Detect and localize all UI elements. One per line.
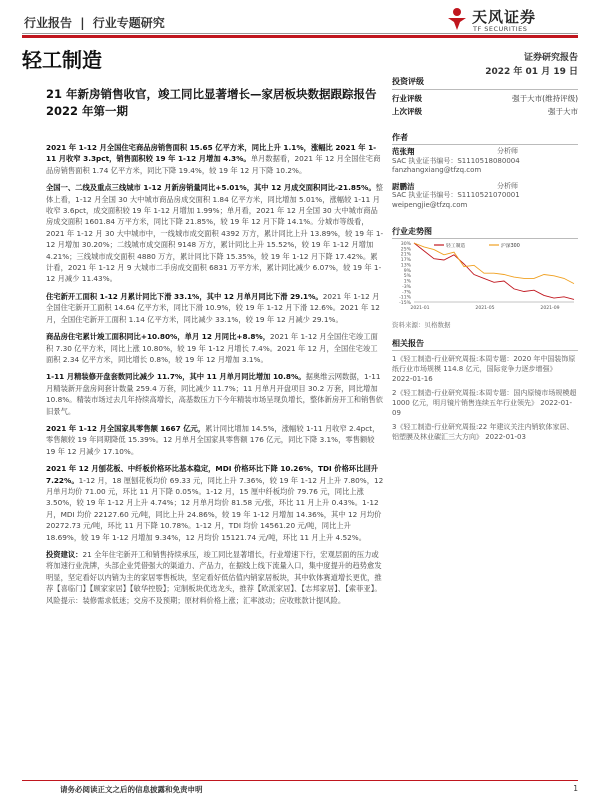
x-tick-label: 2021-01 <box>410 306 430 311</box>
paragraph-lead: 1-11 月精装修开盘套数同比减少 11.7%，其中 11 月单月同比增加 10.8%。 <box>46 372 306 382</box>
paragraph-text: 1-12 月，18 厘刨花板均价 69.33 元，同比上升 7.36%，较 19 年 1-12 月上升 7.80%，12 月单月均价 71.00 元，环比 11 月下降 0.05%。1-12 月，15 厘中纤板均价 79.76 元，同比上涨 3.50%，较 19 年 1-12 月上升 4.74%；12 月单月均价 81.58 元/张，环比 11 月上升 0.43%。1-12 月，MDI 均价 22127.60 元/吨，同比上升 24.86%，较 19 年 1-12 月增加 14.36%，其中 12 月均价 20272.73 元/吨，环比 11 月下降 10.78%。1-12 月，TDI 均价 14561.20 元/吨，同比上升 18.69%，较 19 年 1-12 月增加 9.34%，12 月均价 15121.74 元/吨，环比 11 月上升 4.52%。 <box>46 475 384 542</box>
legend-label: 轻工制造 <box>446 244 466 249</box>
y-tick-label: 9% <box>403 268 411 274</box>
author-cert: SAC 执业证书编号：S1110518080004 <box>392 156 520 165</box>
body-paragraph <box>46 182 384 285</box>
body-paragraph <box>46 463 384 543</box>
trend-heading: 行业走势图 <box>392 227 432 236</box>
tf-securities-logo <box>446 4 580 36</box>
y-tick-label: 25% <box>400 247 411 253</box>
paragraph-text: 累计同比增加 14.5%，涨幅较 1-11 月收窄 2.4pct，零售额较 19 年同期降低 15.39%。12 月单月全国家具零售额 176 亿元，同比下降 3.1%，零售额较 19 年 12 月减少 17.10%。 <box>46 423 380 456</box>
trend-divider <box>392 238 578 239</box>
body-paragraph <box>46 423 384 457</box>
author-email[interactable]: fanzhangxiang@tfzq.com <box>392 166 482 174</box>
legend-label: 沪深300 <box>501 244 520 249</box>
rating-rows <box>392 92 578 118</box>
authors-divider <box>392 144 578 145</box>
y-tick-label: 13% <box>400 263 411 269</box>
y-tick-label: 1% <box>403 279 411 285</box>
body-paragraph <box>46 549 384 606</box>
report-date: 2022 年 01 月 19 日 <box>485 67 578 77</box>
x-tick-label: 2021-09 <box>540 306 560 311</box>
header-red-bar <box>22 35 578 38</box>
author-name: 尉鹏洁 <box>392 181 415 191</box>
paragraph-text: 2021 年 1-12 月全国住宅新开工面积 14.64 亿平方米，同比下滑 10.9%，较 19 年 1-12 月下滑 12.6%。2021 年 12 月，全国住宅新开工面积 1.14 亿平方米，同比减少 33.1%，较 19 年 12 月减少 29.1%。 <box>46 291 380 324</box>
report-body <box>46 142 384 612</box>
paragraph-text: 21 全年住宅新开工和销售持续承压，竣工同比显著增长，行业增速下行，宏观层面的压力或将加速行业洗牌，头部企业凭借强大的渠道力、产品力，在据线上线下流量入口，集中度提升的趋势愈发明显，坚定看好以内销为主的家居零售板块，坚定看好低估值内销家居板块，其中软体赛道增长更优，推荐【喜临门】【顾家家居】【敏华控股】；定制板块优选龙头，推荐【欧派家居】、【志邦家居】、【索菲亚】。风险提示：装修需求低迷；交房不及预期；原材料价格上涨；汇率波动；应收账款计提风险。 <box>46 550 382 605</box>
related-divider <box>392 350 578 351</box>
author-entry <box>392 182 578 211</box>
authors-section <box>392 132 578 143</box>
paragraph-lead: 商品房住宅累计竣工面积同比+10.80%，单月 12 月同比+8.8%， <box>46 332 271 342</box>
paragraph-lead: 住宅新开工面积 1-12 月累计同比下滑 33.1%，其中 12 月单月同比下滑 29.1%。 <box>46 291 323 301</box>
logo-name-en: TF SECURITIES <box>473 25 528 33</box>
related-heading: 相关报告 <box>392 339 424 348</box>
industry-rating-row <box>392 92 578 105</box>
paragraph-lead: 投资建议： <box>46 550 83 559</box>
previous-rating-label: 上次评级 <box>392 107 422 116</box>
paragraph-lead: 2021 年 1-12 月全国住宅商品房销售面积 15.65 亿平方米，同比上升 1.1%，涨幅比 2021 年 1-11 月收窄 3.3pct，销售面积较 19 年 1-12 月增加 4.3%。 <box>46 143 377 164</box>
rating-divider <box>392 89 578 90</box>
paragraph-text: 据奥维云网数据，1-11 月精装新开盘房间套计数量 259.4 万套，同比减少 11.7%；11 月单月开盘项目 30.2 万套，同比增加 10.8%。精装市场过去几年持续高增长，高基数压力下今年精装市场呈现负增长，整体新房开工和销售依旧景气。 <box>46 372 383 416</box>
body-paragraph <box>46 142 384 176</box>
y-tick-label: 5% <box>403 274 411 280</box>
industry-trend-chart <box>392 240 578 312</box>
rating-heading: 投资评级 <box>392 77 424 86</box>
author-name: 范张翔 <box>392 147 415 156</box>
paragraph-lead: 2021 年 1-12 月全国家具零售额 1667 亿元， <box>46 423 206 433</box>
previous-rating-value: 强于大市 <box>548 107 578 116</box>
report-type: 证券研究报告 <box>523 53 578 63</box>
previous-rating-row <box>392 105 578 118</box>
related-section <box>392 338 578 349</box>
paragraph-lead: 全国一、二线及重点三线城市 1-12 月新房销量同比+5.01%，其中 12 月成交面积同比-21.85%。 <box>46 183 376 193</box>
related-report-item[interactable]: 1《轻工制造-行业研究周报:本周专题：2020 年中国装饰原纸行业市场规模 114.8 亿元，国际竞争力逐步增强》 2022-01-16 <box>392 355 576 383</box>
industry-rating-label: 行业评级 <box>392 94 422 103</box>
author-cert: SAC 执业证书编号：S1110521070001 <box>392 191 520 199</box>
paragraph-lead: 2021 年 12 月刨花板、中纤板价格环比基本稳定，MDI 价格环比下降 10.26%，TDI 价格环比回升 7.22%。 <box>46 464 379 485</box>
y-tick-label: -11% <box>399 295 411 301</box>
author-entry <box>392 147 578 176</box>
paragraph-text: 2021 年 1-12 月全国住宅竣工面积 7.30 亿平方米，同比上涨 10.80%，较 19 年 1-12 月增长 7.4%。2021 年 12 月，全国住宅竣工面积 2.34 亿平方米，同比增长 0.8%，较 19 年 12 月增加 3.1%。 <box>46 332 378 364</box>
header-separator: | <box>80 16 85 30</box>
rating-section <box>392 76 578 87</box>
x-tick-label: 2021-05 <box>475 306 495 311</box>
y-tick-label: 30% <box>400 242 411 247</box>
tf-logo-icon <box>446 6 468 30</box>
page-number: 1 <box>573 784 578 793</box>
y-tick-label: -7% <box>402 290 411 296</box>
author-role: 分析师 <box>497 147 518 155</box>
trend-section <box>392 226 578 237</box>
body-paragraph <box>46 331 384 365</box>
authors-list <box>392 147 578 216</box>
related-list <box>392 354 578 446</box>
paragraph-text: 整体上看，1-12 月全国 30 大中城市商品房成交面积 1.84 亿平方米，同比增加 5.01%，涨幅较 1-11 月收窄 3.6pct，成交面积较 19 年 1-12 月增加 1.99%；单月看，2021 年 12 月全国 30 大中城市商品房成交面积 1601.84 万平方米，同比下降 21.85%，较 19 年 12 月下降 14.1%。分城市等级看，2021 年 1-12 月 30 大中城市中，一线城市成交面积 4392 万方，累计同比上升 13.89%，较 19 年 1-12 月增加 30.20%；二线城市成交面积 9148 万方，累计同比上升 15.52%，较 19 年 1-12 月增加 4.21%；三线城市成交面积 4880 万方，累计同比下降 15.35%，较 19 年 1-12 月下降 17.42%。累计看，2021 年 1-12 月 9 大城市二手房成交面积 6831 万平方米，累计同比减少 6.07%，较 19 年 1-12 月减少 11.43%。 <box>46 183 384 284</box>
chart-source: 资料来源：贝格数据 <box>392 321 451 329</box>
footer-disclaimer: 请务必阅读正文之后的信息披露和免责申明 <box>60 785 203 794</box>
y-tick-label: 21% <box>400 252 411 258</box>
header-category: 行业报告 <box>24 16 73 30</box>
logo-name-cn: 天风证券 <box>472 8 537 26</box>
body-paragraph <box>46 291 384 325</box>
industry-rating-value: 强于大市(维持评级) <box>512 94 578 103</box>
body-paragraph <box>46 371 384 417</box>
related-report-item[interactable]: 3《轻工制造-行业研究周报:22 年建议关注内销软体家居、铝塑膜及林业碳汇三大方向》 2022-01-03 <box>392 423 574 441</box>
header-subcategory: 行业专题研究 <box>92 16 165 30</box>
footer-divider <box>22 780 578 781</box>
related-report-item[interactable]: 2《轻工制造-行业研究周报:本周专题：国内原镜市场规模超 1000 亿元，明月镜片销售连续五年行业领先》 2022-01-09 <box>392 389 577 417</box>
paragraph-text: 单月数据看，2021 年 12 月全国住宅商品房销售面积 1.74 亿平方米，同比下降 19.4%，较 19 年 12 月下降 10.2%。 <box>46 154 381 175</box>
sector-name: 轻工制造 <box>22 48 102 72</box>
report-title: 21 年新房销售收官，竣工同比显著增长—家居板块数据跟踪报告 2022 年第一期 <box>46 87 377 118</box>
y-tick-label: 17% <box>400 258 411 264</box>
header-divider <box>22 33 578 34</box>
series-line <box>414 243 574 284</box>
y-tick-label: -3% <box>402 284 411 290</box>
author-role: 分析师 <box>497 181 518 190</box>
author-email[interactable]: weipengjie@tfzq.com <box>392 200 468 209</box>
report-category <box>22 14 167 31</box>
y-tick-label: -15% <box>399 301 411 306</box>
authors-heading: 作者 <box>392 133 408 142</box>
